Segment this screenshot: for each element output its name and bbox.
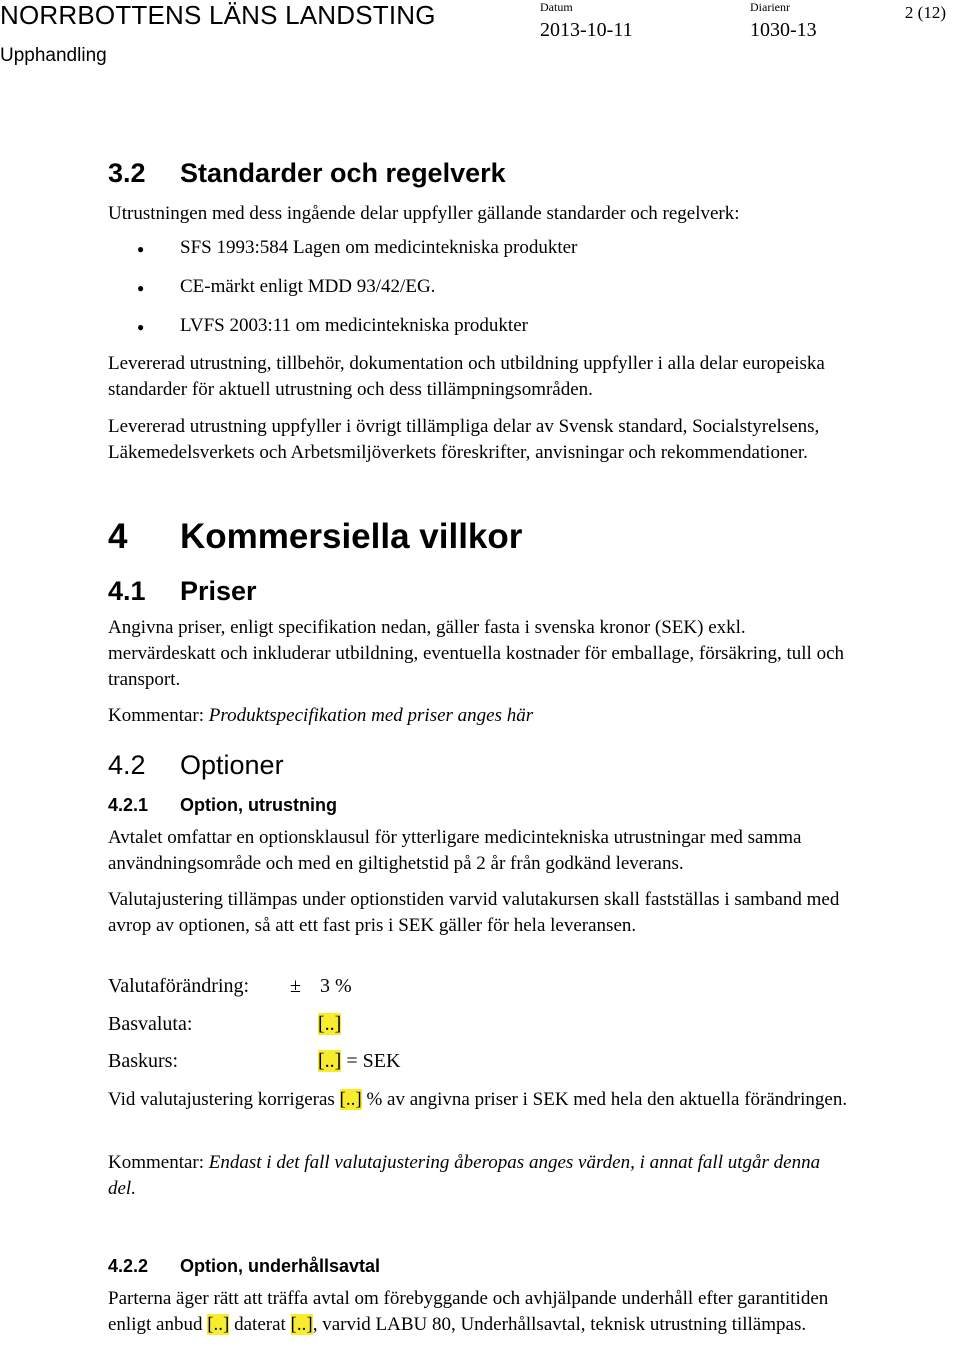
bullet-item: CE-märkt enligt MDD 93/42/EG. — [180, 276, 436, 297]
placeholder-value: [..] — [318, 1013, 342, 1035]
text-run: daterat — [234, 1314, 286, 1335]
bullet-item: LVFS 2003:11 om medicintekniska produkter — [180, 315, 528, 336]
section-title: Kommersiella villkor — [180, 517, 523, 556]
section-title: Optioner — [180, 750, 284, 780]
bullet-icon: ● — [137, 242, 145, 256]
organization-name: NORRBOTTENS LÄNS LANDSTING — [0, 0, 436, 30]
bullet-icon: ● — [137, 320, 145, 334]
base-rate-label: Baskurs: — [108, 1050, 178, 1072]
section-title: Option, underhållsavtal — [180, 1256, 381, 1276]
plus-minus-sign: ± — [290, 975, 301, 997]
currency-change-value: 3 % — [320, 975, 352, 997]
placeholder-value: [..] — [339, 1089, 362, 1110]
section-3-2-heading — [108, 158, 506, 189]
placeholder-value: [..] — [207, 1314, 230, 1335]
section-number: 4.1 — [108, 576, 146, 606]
text-run: Vid valutajustering korrigeras — [108, 1089, 335, 1110]
section-title: Option, utrustning — [180, 795, 337, 815]
diarie-value: 1030-13 — [750, 19, 817, 41]
comment-text: Produktspecifikation med priser anges här — [208, 705, 534, 726]
base-currency-field — [318, 1013, 341, 1036]
section-3-2-intro: Utrustningen med dess ingående delar uppfyller gällande standarder och regelverk: — [108, 203, 740, 224]
paragraph — [108, 1087, 848, 1113]
page-number: 2 (12) — [904, 3, 946, 22]
paragraph: Angivna priser, enligt specifikation nedan, gäller fasta i svenska kronor (SEK) exkl. mervärdeskatt och inkluderar utbildning, eventuella kostnader för emballage, försäkring, tull och transport. — [108, 617, 845, 690]
comment — [108, 1150, 848, 1202]
bullet-item: SFS 1993:584 Lagen om medicintekniska produkter — [180, 237, 578, 258]
date-label: Datum — [540, 0, 573, 14]
paragraph: Levererad utrustning, tillbehör, dokumentation och utbildning uppfyller i alla delar europeiska standarder för aktuell utrustning och dess tillämpningsområden. — [108, 353, 825, 400]
date-value: 2013-10-11 — [540, 19, 633, 41]
section-title: Priser — [180, 576, 257, 606]
paragraph — [108, 1286, 848, 1338]
currency-change-label: Valutaförändring: — [108, 975, 250, 997]
section-title: Standarder och regelverk — [180, 158, 506, 188]
placeholder-value: [..] — [318, 1050, 342, 1072]
bullet-icon: ● — [137, 281, 145, 295]
section-4-2-heading — [108, 750, 284, 781]
section-4-2-2-heading — [108, 1256, 380, 1277]
paragraph: Avtalet omfattar en optionsklausul för ytterligare medicintekniska utrustningar med samma användningsområde och med en giltighetstid på 2 år från godkänd leverans. — [108, 827, 802, 874]
paragraph: Levererad utrustning uppfyller i övrigt tillämpliga delar av Svensk standard, Socialstyrelsens, Läkemedelsverkets och Arbetsmiljöverkets föreskrifter, anvisningar och rekommendationer. — [108, 416, 820, 463]
section-number: 4.2.2 — [108, 1256, 149, 1276]
base-rate-field — [318, 1050, 400, 1073]
paragraph: Valutajustering tillämpas under optionstiden varvid valutakursen skall fastställas i samband med avrop av optionen, så att ett fast pris i SEK gäller för hela leveransen. — [108, 889, 840, 936]
comment-label: Kommentar: — [108, 1152, 205, 1173]
section-number: 4.2 — [108, 750, 146, 780]
text-run: Parterna äger rätt att träffa avtal om förebyggande och avhjälpande underhåll efter garantitiden enligt anbud — [108, 1288, 829, 1335]
base-currency-label: Basvaluta: — [108, 1013, 193, 1035]
base-rate-unit: = SEK — [346, 1050, 401, 1072]
text-run: % av angivna priser i SEK med hela den aktuella förändringen. — [366, 1089, 848, 1110]
section-4-2-1-heading — [108, 795, 337, 816]
section-4-heading — [108, 517, 522, 557]
department-name: Upphandling — [0, 45, 107, 66]
section-4-1-heading — [108, 576, 257, 607]
section-number: 4 — [108, 517, 128, 556]
placeholder-value: [..] — [290, 1314, 313, 1335]
diarie-label: Diarienr — [750, 0, 790, 14]
section-number: 3.2 — [108, 158, 146, 188]
comment-text: Endast i det fall valutajustering åberopas anges värden, i annat fall utgår denna del. — [108, 1152, 821, 1199]
comment-label: Kommentar: — [108, 705, 205, 726]
comment — [108, 703, 848, 729]
text-run: , varvid LABU 80, Underhållsavtal, teknisk utrustning tillämpas. — [312, 1314, 807, 1335]
section-number: 4.2.1 — [108, 795, 149, 815]
